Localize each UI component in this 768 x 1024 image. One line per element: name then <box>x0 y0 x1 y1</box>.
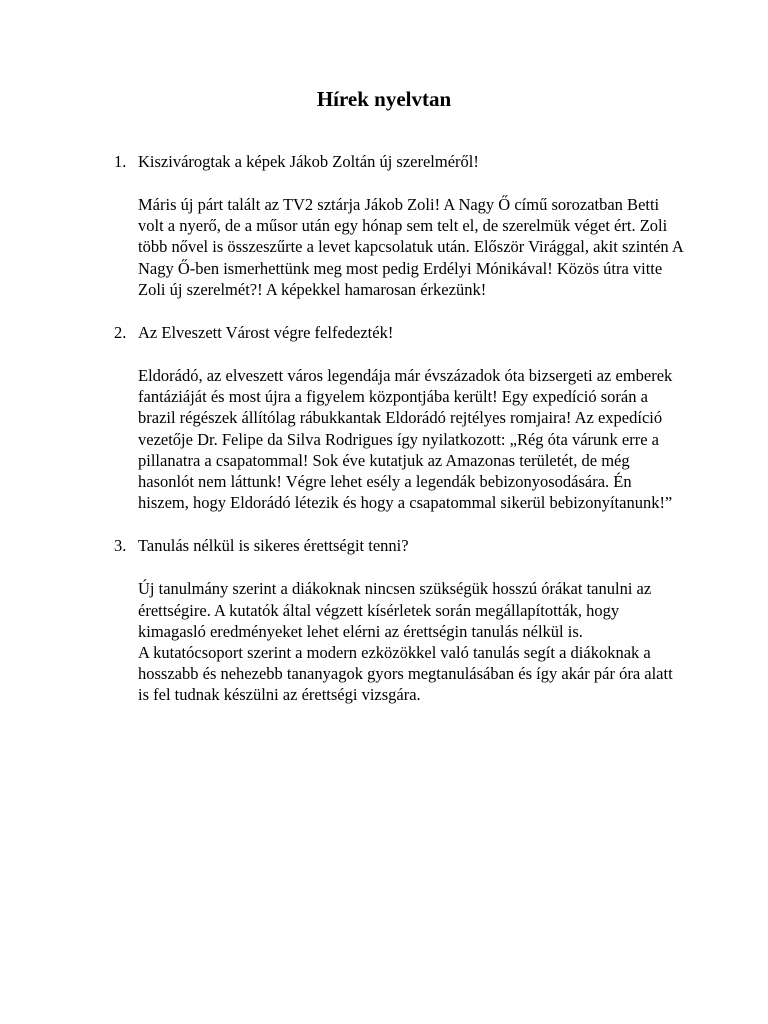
document-title: Hírek nyelvtan <box>316 87 452 111</box>
item-heading: Kiszivárogtak a képek Jákob Zoltán új szerelméről! <box>138 152 479 171</box>
item-paragraph: A kutatócsoport szerint a modern ezközökkel való tanulás segít a diákoknak a hosszabb és nehezebb tananyagok gyors megtanulásában és így akár pár óra alatt is fel tudnak készülni az érettségi vizsgára. <box>138 643 673 705</box>
item-heading: Tanulás nélkül is sikeres érettségit tenni? <box>138 536 409 556</box>
item-paragraph: Máris új párt talált az TV2 sztárja Jákob Zoli! A Nagy Ő című sorozatban Betti volt a nyerő, de a műsor után egy hónap sem telt el, de szerelmük véget ért. Zoli több nővel is összeszűrte a levet kapcsolatuk után. Először Virággal, akit szintén A Nagy Ő-ben ismerhettünk meg most pedig Erdélyi Mónikával! Közös útra vitte Zoli új szerelmét?! A képekkel hamarosan érkezünk! <box>138 195 683 299</box>
news-item <box>114 322 684 513</box>
item-number: 2. <box>114 323 127 343</box>
item-paragraph: Eldorádó, az elveszett város legendája már évszázadok óta bizsergeti az emberek fantáziáját és most újra a figyelem központjába került! Egy expedíció során a brazil régészek állítólag rábukkantak Eldorádó rejtélyes romjaira! Az expedíció vezetője Dr. Felipe da Silva Rodrigues így nyilatkozott: „Rég óta várunk erre a pillanatra a csapatommal! Sok éve kutatjuk az Amazonas területét, de még hasonlót nem láttunk! Végre lehet esély a legendák bebizonyosodására. Én hiszem, hogy Eldorádó létezik és hogy a csapatommal sikerül bebizonyítanunk!” <box>138 366 673 513</box>
item-heading: Az Elveszett Várost végre felfedezték! <box>138 323 394 343</box>
news-item <box>114 535 684 705</box>
item-number: 3. <box>114 536 127 556</box>
item-number: 1. <box>114 152 127 171</box>
news-list <box>114 151 684 728</box>
news-item <box>114 151 684 300</box>
item-paragraph: Új tanulmány szerint a diákoknak nincsen szükségük hosszú órákat tanulni az érettségire. A kutatók által végzett kísérletek során megállapították, hogy kimagasló eredményeket lehet elérni az érettségin tanulás nélkül is. <box>138 579 652 641</box>
